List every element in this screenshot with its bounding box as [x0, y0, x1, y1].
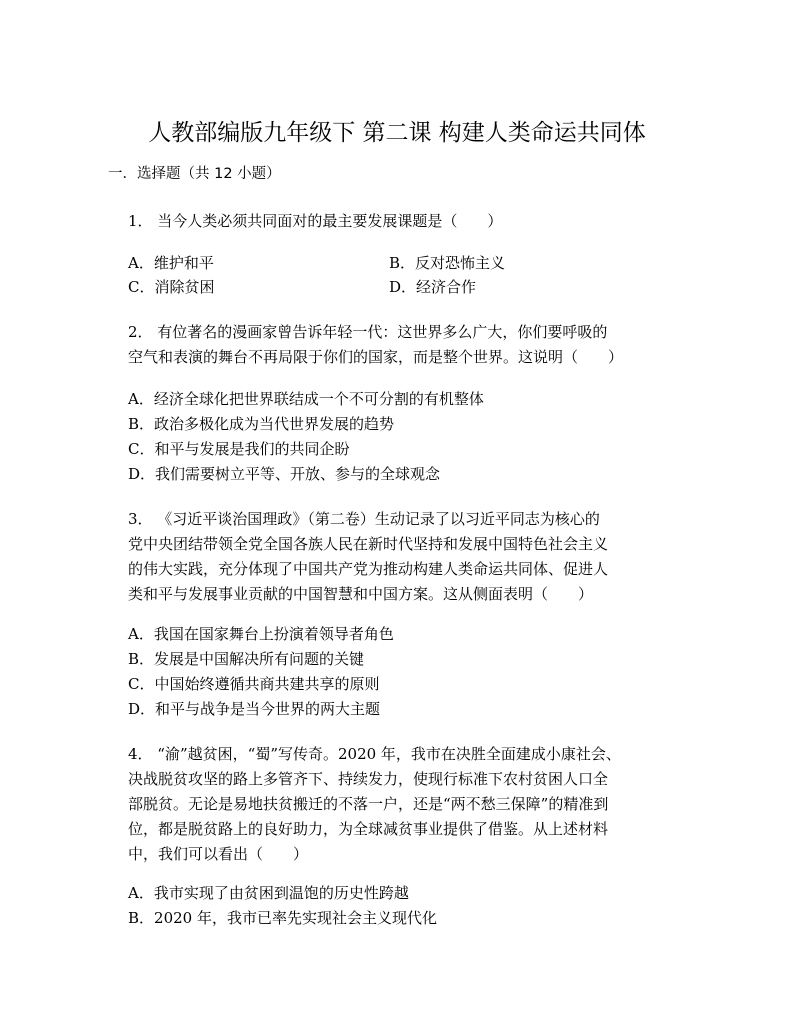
question-1-option-c: C．消除贫困 — [128, 278, 215, 296]
question-2-option-c: C．和平与发展是我们的共同企盼 — [128, 440, 350, 458]
question-2-stem — [128, 320, 688, 370]
question-4-stem-line: 4． “渝”越贫困，“蜀”写传奇。2020 年，我市在决胜全面建成小康社会、 — [128, 745, 621, 763]
document-title: 人教部编版九年级下 第二课 构建人类命运共同体 — [148, 120, 646, 146]
question-4-stem-line: 位，都是脱贫路上的良好助力，为全球减贫事业提供了借鉴。从上述材料 — [128, 820, 609, 838]
question-1-option-a: A．维护和平 — [128, 254, 214, 272]
question-2-option-d: D．我们需要树立平等、开放、参与的全球观念 — [128, 465, 441, 483]
question-3-stem — [128, 507, 688, 607]
question-2-options — [128, 387, 484, 487]
question-3-option-d: D．和平与战争是当今世界的两大主题 — [128, 700, 381, 718]
question-4-stem — [128, 742, 688, 867]
question-4-stem-line: 中，我们可以看出（ ） — [128, 845, 309, 863]
question-3-stem-line: 类和平与发展事业贡献的中国智慧和中国方案。这从侧面表明（ ） — [128, 585, 594, 603]
question-3-options — [128, 622, 394, 722]
question-4-option-a: A．我市实现了由贫困到温饱的历史性跨越 — [128, 884, 409, 902]
question-1-option-b: B．反对恐怖主义 — [389, 254, 506, 272]
question-1-stem — [128, 209, 688, 234]
question-1-stem-line: 1． 当今人类必须共同面对的最主要发展课题是（ ） — [128, 212, 503, 230]
question-2-stem-line: 2． 有位著名的漫画家曾告诉年轻一代：这世界多么广大，你们要呼吸的 — [128, 323, 608, 341]
question-3-option-b: B．发展是中国解决所有问题的关键 — [128, 650, 365, 668]
question-4-options — [128, 881, 437, 931]
question-3-stem-line: 党中央团结带领全党全国各族人民在新时代坚持和发展中国特色社会主义 — [128, 535, 609, 553]
question-1-option-d: D．经济合作 — [389, 278, 477, 296]
question-3-option-c: C．中国始终遵循共商共建共享的原则 — [128, 675, 380, 693]
question-3-stem-line: 的伟大实践，充分体现了中国共产党为推动构建人类命运共同体、促进人 — [128, 560, 609, 578]
question-2-option-a: A．经济全球化把世界联结成一个不可分割的有机整体 — [128, 390, 484, 408]
question-2-option-b: B．政治多极化成为当代世界发展的趋势 — [128, 415, 395, 433]
question-3-option-a: A．我国在国家舞台上扮演着领导者角色 — [128, 625, 394, 643]
section-heading: 一．选择题（共 12 小题） — [108, 166, 281, 182]
question-4-option-b: B．2020 年，我市已率先实现社会主义现代化 — [128, 909, 437, 927]
question-4-stem-line: 决战脱贫攻坚的路上多管齐下、持续发力，使现行标准下农村贫困人口全 — [128, 770, 609, 788]
question-3-stem-line: 3． 《习近平谈治国理政》（第二卷）生动记录了以习近平同志为核心的 — [128, 510, 600, 528]
question-2-stem-line: 空气和表演的舞台不再局限于你们的国家，而是整个世界。这说明（ ） — [128, 348, 624, 366]
question-4-stem-line: 部脱贫。无论是易地扶贫搬迁的不落一户，还是“两不愁三保障”的精准到 — [128, 795, 609, 813]
